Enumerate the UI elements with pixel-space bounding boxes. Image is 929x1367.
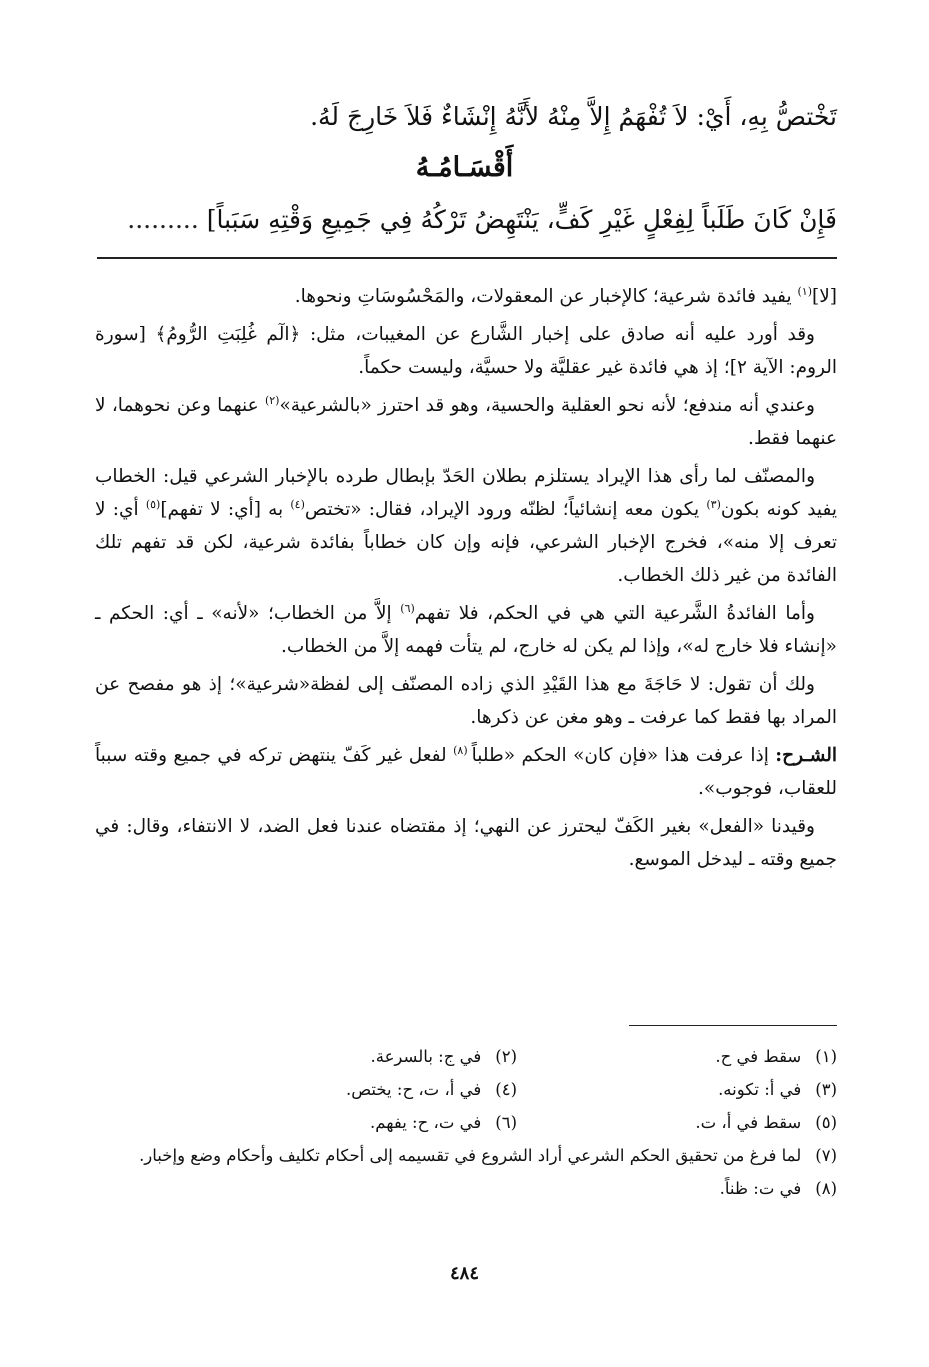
paragraph — [95, 318, 837, 384]
footnote-number: (٣) — [815, 1080, 837, 1099]
sharh-label: الشـرح: — [775, 745, 837, 766]
footnote-row — [95, 1040, 837, 1073]
footnote-text: لما فرغ من تحقيق الحكم الشرعي أراد الشروع في تقسيمه إلى أحكام تكليف وأحكام وضع وإخبار. — [139, 1146, 802, 1165]
paragraph — [95, 460, 837, 592]
text-span: وقيدنا «الفعل» بغير الكَفّ ليحترز عن النهي؛ إذ مقتضاه عندنا فعل الضد، لا الانتفاء، وقال: في جميع وقته ـ ليدخل الموسع. — [95, 816, 837, 870]
footnote — [517, 1040, 837, 1073]
footnote — [197, 1040, 517, 1073]
footnote-ref: (٢) — [264, 393, 280, 407]
text-span: يفيد فائدة شرعية؛ كالإخبار عن المعقولات، والمَحْسُوسَاتِ ونحوها. — [294, 286, 798, 307]
footnote — [517, 1073, 837, 1106]
footnote-separator — [629, 1025, 837, 1026]
text-span: وقد أورد عليه أنه صادق على إخبار الشَّارع عن المغيبات، مثل: ﴿الٓم غُلِبَتِ الرُّومُ﴾ [سورة الروم: الآية ٢]؛ إذ هي فائدة غير عقليَّة ولا حسيَّة، وليست حكماً. — [95, 324, 837, 378]
paragraph — [95, 668, 837, 734]
footnote-ref: (٤) — [290, 497, 305, 511]
text-span: والمصنّف لما رأى هذا الإيراد يستلزم بطلان الحَدّ بإبطال طرده بالإخبار الشرعي قيل: الخطاب يفيد كونه بكون — [95, 466, 837, 520]
matn-text-line: تَخْتصُّ بِهِ، أَيْ: لاَ تُفْهَمُ إِلاَّ مِنْهُ لأَنَّهُ إِنْشَاءٌ فَلاَ خَارِجَ لَهُ. — [310, 102, 837, 131]
text-span: وعندي أنه مندفع؛ لأنه نحو العقلية والحسية، وهو قد احترز «بالشرعية» — [279, 395, 815, 416]
footnote — [139, 1139, 837, 1172]
footnote — [197, 1106, 517, 1139]
dot-leader: ......... — [127, 205, 199, 234]
footnote-row — [95, 1139, 837, 1172]
footnote-ref: (١) — [797, 284, 812, 298]
text-span: ولك أن تقول: لا حَاجَةَ مع هذا القَيْدِ الذي زاده المصنّف إلى لفظة«شرعية»؛ إذ هو مفصح عن المراد بها فقط كما عرفت ـ وهو مغن عن ذكرها. — [95, 674, 837, 728]
footnote-ref: (٣) — [706, 497, 721, 511]
footnote — [517, 1106, 837, 1139]
text-span: به [أي: لا تفهم] — [160, 499, 291, 520]
text-span: يكون معه إنشائياً؛ لظنّه ورود الإيراد، فقال: «تختص — [304, 499, 707, 520]
footnote-row — [95, 1106, 837, 1139]
text-span: لفعل غير كَفّ ينتهض تركه في جميع وقته سبباً للعقاب، فوجوب». — [95, 745, 837, 799]
footnote-text: في ج: بالسرعة. — [370, 1047, 482, 1066]
footnote-text: في أ: تكونه. — [718, 1080, 802, 1099]
footnote-number: (٦) — [495, 1113, 517, 1132]
matn-text: فَإِنْ كَانَ طَلَباً لِفِعْلٍ غَيْرِ كَفٍّ، يَنْتَهِضُ تَرْكُهُ فِي جَمِيعِ وَقْتِهِ سَبَباً] — [206, 205, 837, 234]
footnote — [197, 1073, 517, 1106]
footnote-text: سقط في ح. — [715, 1047, 802, 1066]
text-span: [لا] — [812, 286, 837, 307]
footnote-number: (٨) — [815, 1179, 837, 1198]
footnote-ref: (٨) — [453, 743, 472, 757]
footnote-row — [95, 1073, 837, 1106]
matn-text-line-2 — [77, 203, 837, 237]
paragraph — [95, 597, 837, 663]
footnote-ref: (٦) — [400, 601, 415, 615]
separator-line — [97, 257, 837, 259]
footnote-number: (٢) — [495, 1047, 517, 1066]
text-span: إذا عرفت هذا «فإن كان» الحكم «طلباً — [471, 745, 776, 766]
text-span: وأما الفائدةُ الشَّرعية التي هي في الحكم، فلا تفهم — [414, 603, 815, 624]
page-number: ٤٨٤ — [449, 1263, 479, 1284]
footnote-text: سقط في أ، ت. — [695, 1113, 802, 1132]
paragraph — [95, 810, 837, 876]
text-span: إلاَّ من الخطاب؛ «لأنه» ـ أي: الحكم ـ «إنشاء فلا خارج له»، وإذا لم يكن له خارج، لم يتأت فهمه إلاَّ من الخطاب. — [95, 603, 837, 657]
footnote — [517, 1172, 837, 1205]
footnote-ref: (٥) — [145, 497, 161, 511]
footnote-number: (٤) — [495, 1080, 517, 1099]
text-span: أي: لا تعرف إلا منه»، فخرج الإخبار الشرعي، فإنه وإن كان خطاباً بفائدة شرعية، لكن قد تفهم تلك الفائدة من غير ذلك الخطاب. — [95, 499, 837, 586]
footnote-number: (٥) — [815, 1113, 837, 1132]
footnote-text: في أ، ت، ح: يختص. — [345, 1080, 482, 1099]
commentary-text — [95, 280, 837, 881]
text-span: عنهما وعن نحوهما، لا عنهما فقط. — [95, 395, 837, 449]
footnote-number: (٧) — [815, 1146, 837, 1165]
footnotes — [95, 1040, 837, 1205]
footnote-text: في ت: ظناً. — [719, 1179, 802, 1198]
paragraph — [95, 389, 837, 455]
footnote-text: في ت، ح: يفهم. — [370, 1113, 482, 1132]
footnote-row — [95, 1172, 837, 1205]
paragraph — [95, 739, 837, 805]
footnote-number: (١) — [815, 1047, 837, 1066]
section-heading: أَقْسَـامُـهُ — [415, 152, 514, 183]
paragraph — [95, 280, 837, 313]
